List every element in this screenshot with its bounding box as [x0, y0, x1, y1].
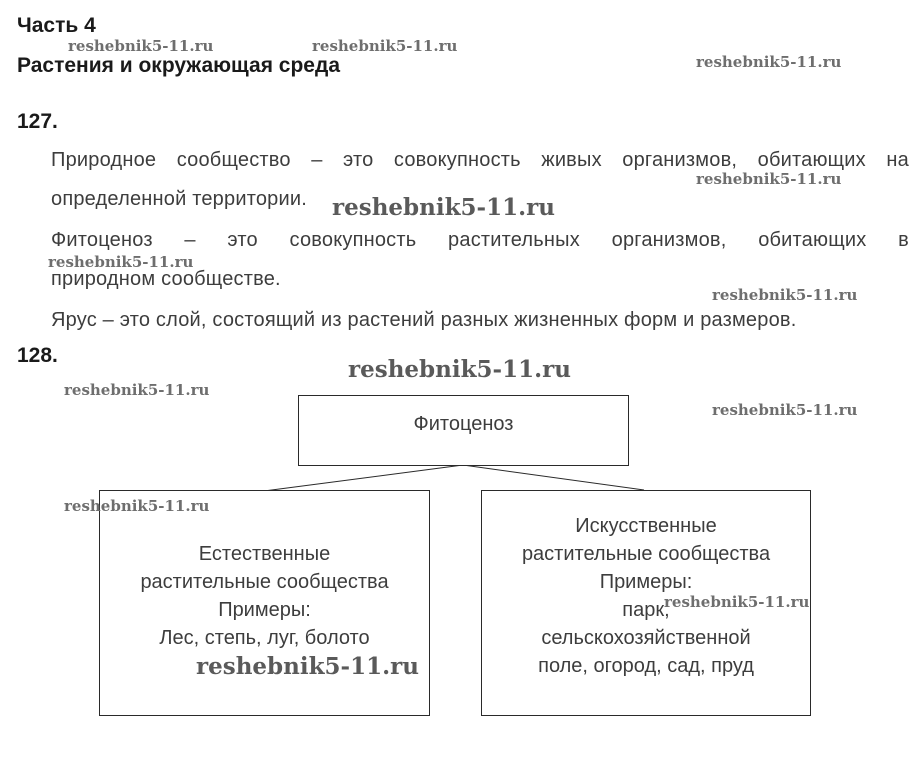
watermark: reshebnik5-11.ru	[712, 401, 858, 419]
word: организмов,	[622, 149, 738, 171]
natural-title-1: Естественные	[198, 543, 331, 565]
artificial-examples-1: парк,	[622, 599, 670, 621]
watermark: reshebnik5-11.ru	[348, 356, 571, 383]
word: на	[886, 149, 909, 171]
task-127-line-2: определенной территории.	[51, 188, 307, 210]
word: совокупность	[289, 229, 417, 251]
natural-examples: Лес, степь, луг, болото	[159, 627, 370, 649]
artificial-examples-label: Примеры:	[599, 571, 693, 593]
task-127-line-4: природном сообществе.	[51, 268, 281, 290]
word: это	[227, 229, 258, 251]
watermark: reshebnik5-11.ru	[332, 194, 555, 221]
task-127-line-5: Ярус – это слой, состоящий из растений разных жизненных форм и размеров.	[51, 309, 797, 331]
watermark: reshebnik5-11.ru	[196, 653, 419, 680]
word: обитающих	[758, 229, 867, 251]
watermark: reshebnik5-11.ru	[664, 593, 810, 611]
watermark: reshebnik5-11.ru	[64, 381, 210, 399]
watermark: reshebnik5-11.ru	[712, 286, 858, 304]
root-box	[298, 395, 629, 466]
part-title: Часть 4	[17, 14, 96, 37]
word: сообщество	[176, 149, 291, 171]
task-128-number: 128.	[17, 344, 58, 367]
connector-left	[264, 465, 463, 491]
watermark: reshebnik5-11.ru	[64, 497, 210, 515]
artificial-examples-3: поле, огород, сад, пруд	[538, 655, 754, 677]
word: обитающих	[757, 149, 866, 171]
watermark: reshebnik5-11.ru	[696, 170, 842, 188]
watermark: reshebnik5-11.ru	[48, 253, 194, 271]
word: это	[343, 149, 374, 171]
word: совокупность	[393, 149, 521, 171]
watermark: reshebnik5-11.ru	[312, 37, 458, 55]
word: в	[898, 229, 909, 251]
root-label: Фитоценоз	[413, 413, 514, 435]
task-127-number: 127.	[17, 110, 58, 133]
watermark: reshebnik5-11.ru	[68, 37, 214, 55]
natural-examples-label: Примеры:	[218, 599, 311, 621]
word: Фитоценоз	[51, 229, 153, 251]
section-title: Растения и окружающая среда	[17, 54, 340, 77]
word: живых	[541, 149, 602, 171]
artificial-title-2: растительные сообщества	[521, 543, 771, 565]
word: растительных	[448, 229, 580, 251]
artificial-examples-2: сельскохозяйственной	[541, 627, 751, 649]
word: Природное	[51, 149, 157, 171]
artificial-title-1: Искусственные	[575, 515, 717, 537]
word: –	[184, 229, 196, 251]
word: –	[311, 149, 323, 171]
natural-communities-box	[99, 490, 430, 716]
word: организмов,	[611, 229, 727, 251]
natural-title-2: растительные сообщества	[140, 571, 389, 593]
connector-right	[463, 465, 644, 490]
watermark: reshebnik5-11.ru	[696, 53, 842, 71]
